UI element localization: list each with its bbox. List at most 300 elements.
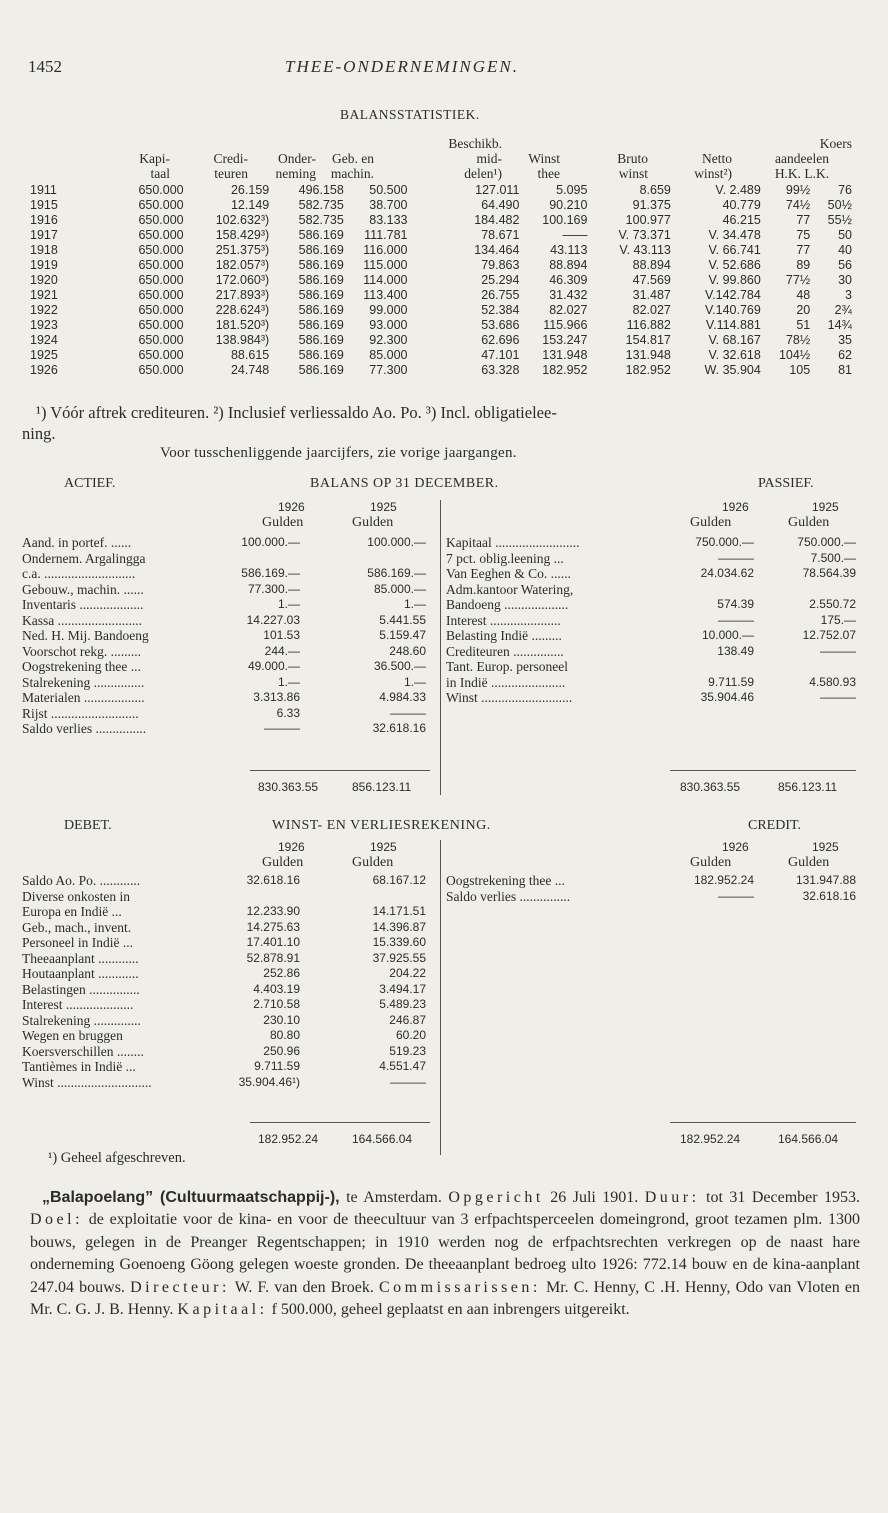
company-name: „Balapoelang” (Cultuurmaatschappij-), [42,1189,340,1206]
amount-1925: 3.494.17 [379,981,426,996]
stats-cell: 76 [838,183,852,197]
debet-row [22,951,434,967]
passief-total-1926: 830.363.55 [680,780,741,794]
debet-row [22,920,434,936]
amount-1925: 32.618.16 [802,888,856,903]
stats-cell: 55½ [827,213,852,227]
stats-cell: 582.735 [298,198,344,212]
stats-cell: 586.169 [298,228,344,242]
amount-1925: ——— [820,643,856,658]
stats-cell: 116.882 [626,318,671,332]
account-label: c.a. ........................... [22,566,136,581]
balance-stats-table [30,183,852,378]
debet-row [22,1059,434,1075]
stats-cell: 52.384 [481,303,520,317]
stats-cell: 650.000 [138,213,184,227]
amount-1926: 252.86 [263,966,300,980]
stats-cell: 586.169 [298,288,344,302]
passief-row [446,582,858,598]
account-label: Koersverschillen ........ [22,1043,144,1059]
stats-cell: 75 [796,228,811,242]
amount-1926: 6.33 [276,705,300,720]
stats-cell: 586.169 [298,273,344,287]
stats-cell: 586.169 [298,303,344,317]
stats-cell: 47.101 [481,348,520,362]
stats-cell: 582.735 [298,213,344,227]
amount-1925: 100.000.— [367,535,426,549]
amount-1925: 4.551.47 [379,1059,426,1073]
stats-cell: 154.817 [625,333,671,347]
stats-cell: 43.113 [550,243,588,257]
balans-actief-title: ACTIEF. [64,476,116,491]
amount-1925: 78.564.39 [802,566,856,580]
stats-cell: 1925 [30,348,58,362]
stats-cell: 99½ [785,183,811,197]
account-label: Stalrekening .............. [22,1012,141,1028]
amount-1925: ——— [390,705,426,720]
stats-cell: 586.169 [298,333,344,347]
actief-row [22,690,434,706]
stats-cell: 586.169 [298,243,344,257]
actief-row [22,535,434,551]
amount-1926: 230.10 [263,1012,300,1027]
stats-cell: V. 34.478 [708,228,761,242]
stats-cell: 79.863 [481,258,520,272]
actief-row [22,597,434,613]
stats-cell: 100.977 [625,213,671,227]
stats-row [30,228,852,243]
amount-1926: 35.904.46¹) [238,1074,300,1089]
stats-cell: 78.671 [481,228,520,242]
stats-cell: 217.893³) [215,288,270,302]
stats-cell: 31.432 [549,288,588,302]
stats-cell: 20 [796,303,811,317]
stats-cell: 184.482 [474,213,520,227]
stats-row [30,183,852,198]
stats-cell: 131.948 [625,348,671,362]
stats-cell: 3 [845,288,852,302]
debet-row [22,997,434,1013]
header-onderneming: Onder- neming [275,151,316,181]
account-label: Houtaanplant ............ [22,966,139,981]
account-label: Theeaanplant ............ [22,950,139,966]
stats-cell: 182.952 [625,363,671,377]
account-label: Oogstrekening thee ... [22,659,141,674]
wv-unit-left-2: Gulden [352,855,394,870]
amount-1925: 5.489.23 [379,997,426,1011]
amount-1925: 4.580.93 [809,674,856,689]
balans-title: BALANS OP 31 DECEMBER. [310,476,499,491]
stats-title: BALANSSTATISTIEK. [340,107,480,122]
stats-cell: 650.000 [138,198,184,212]
account-label: Kassa ......................... [22,612,142,628]
account-label: Saldo verlies ............... [446,888,571,904]
wv-year-left-2: 1925 [370,840,397,854]
account-label: Tantièmes in Indië ... [22,1059,136,1074]
actief-total-rule [250,770,430,771]
amount-1926: 14.275.63 [246,919,300,934]
actief-row [22,675,434,691]
passief-total-rule [670,770,856,771]
stats-cell: 77½ [785,273,811,287]
stats-cell: 100.169 [542,213,588,227]
passief-row [446,613,858,629]
debet-row [22,1075,434,1091]
stats-cell: 158.429³) [215,228,270,242]
stats-row [30,273,852,288]
stats-cell: 1915 [30,198,58,212]
stats-cell: 77 [796,243,811,257]
duur-label: Duur: [644,1189,700,1206]
doel-value: de exploitatie voor de kina- en voor de theecultuur van 3 erfpachtsperceelen domeingrond, groot tezamen plm. 1300 bouws, gelegen in de Preanger Regentschappen; in 1910 werden nog de erfpachtsrechten verkregen op de naast hare onderneming Goenoeng Göong gelegen woeste gronden. De theeaanplant bedroeg ulto 1926: 772.14 bouw en de kina-aanplant 247.04 bouws. [30,1211,860,1296]
stats-cell: V. 43.113 [619,243,671,257]
amount-1926: 49.000.— [247,659,300,673]
actief-row [22,628,434,644]
stats-cell: 14¾ [827,318,852,332]
stats-row [30,258,852,273]
amount-1925: 5.159.47 [379,628,426,642]
stats-cell: V.142.784 [704,288,761,302]
stats-cell: 63.328 [481,363,520,377]
balans-unit-right-1: Gulden [690,515,732,530]
actief-row [22,721,434,737]
stats-cell: 172.060³) [215,273,270,287]
amount-1925: 519.23 [389,1043,426,1058]
account-label: Stalrekening ............... [22,674,145,690]
stats-cell: 89 [796,258,811,272]
wv-credit-title: CREDIT. [748,818,802,833]
stats-cell: 111.781 [364,228,408,242]
amount-1925: ——— [820,690,856,704]
stats-cell: 1917 [30,228,58,242]
stats-note: Voor tusschenliggende jaarcijfers, zie vorige jaargangen. [160,445,517,461]
account-label: Rijst .......................... [22,705,139,721]
stats-cell: —— [562,228,588,242]
doel-label: Doel: [30,1211,84,1229]
account-label: in Indië ...................... [446,674,566,690]
stats-cell: 53.686 [481,318,520,332]
stats-cell: 82.027 [632,303,671,317]
amount-1925: 1.— [403,674,426,689]
amount-1925: 14.171.51 [372,904,426,918]
stats-cell: 40 [838,243,852,257]
stats-cell: 650.000 [138,318,184,332]
stats-cell: 31.487 [632,288,671,302]
stats-cell: 1918 [30,243,58,257]
debet-row [22,873,434,889]
credit-row [446,873,858,889]
stats-cell: 99.000 [369,303,408,317]
running-title: THEE-ONDERNEMINGEN. [285,57,519,76]
stats-cell: 35 [838,333,852,347]
passief-row [446,675,858,691]
balans-year-left-1: 1926 [278,500,305,514]
stats-cell: V.140.769 [704,303,761,317]
stats-cell: 77.300 [369,363,408,377]
stats-cell: 88.894 [632,258,671,272]
amount-1925: 32.618.16 [372,721,426,735]
company-description [30,1187,860,1321]
passief-row [446,551,858,567]
stats-cell: 50½ [827,198,852,212]
account-label: Interest ..................... [446,612,561,628]
account-label: 7 pct. oblig.leening ... [446,550,564,566]
account-label: Voorschot rekg. ......... [22,643,141,659]
account-label: Ondernem. Argalingga [22,550,146,566]
debet-row [22,982,434,998]
opgericht-value: 26 Juli 1901. [543,1189,645,1206]
stats-cell: V. 99.860 [708,273,761,287]
debet-total-1925: 164.566.04 [352,1132,413,1146]
amount-1925: ——— [390,1074,426,1089]
stats-cell: 115.000 [363,258,408,272]
stats-cell: 134.464 [474,243,520,257]
amount-1926: 77.300.— [247,581,300,596]
stats-cell: W. 35.904 [704,363,761,377]
stats-cell: 47.569 [632,273,671,287]
stats-cell: 40.779 [722,198,761,212]
stats-cell: 1919 [30,258,58,272]
amount-1926: 574.39 [717,597,754,611]
credit-row [446,889,858,905]
credit-total-1926: 182.952.24 [680,1132,741,1146]
account-label: Materialen .................. [22,690,145,705]
amount-1926: 2.710.58 [253,997,300,1011]
stats-cell: 105 [789,363,811,377]
stats-cell: 24.748 [230,363,270,377]
stats-cell: 12.149 [230,198,270,212]
stats-cell: 650.000 [138,243,184,257]
passief-row [446,535,858,551]
stats-cell: 77 [796,213,811,227]
stats-cell: V. 73.371 [618,228,671,242]
stats-footnote: ¹) Vóór aftrek crediteuren. ²) Inclusief verliessaldo Ao. Po. ³) Incl. obligatielee- [36,403,557,422]
stats-cell: 56 [838,258,852,272]
amount-1926: 138.49 [717,643,754,658]
balans-unit-right-2: Gulden [788,515,830,530]
opgericht-label: Opgericht [448,1189,544,1206]
stats-cell: V. 2.489 [715,183,761,197]
stats-cell: V. 32.618 [708,348,761,362]
stats-cell: 586.169 [298,363,344,377]
stats-cell: 650.000 [138,303,184,317]
stats-cell: 127.011 [475,183,520,197]
actief-row [22,582,434,598]
stats-row [30,288,852,303]
amount-1925: 248.60 [389,643,426,658]
debet-row [22,1013,434,1029]
wv-debet-title: DEBET. [64,818,112,833]
stats-row [30,213,852,228]
wv-year-right-2: 1925 [812,840,839,854]
amount-1926: 32.618.16 [246,873,300,887]
stats-cell: V.114.881 [705,318,761,332]
amount-1926: 1.— [277,597,300,611]
stats-cell: 1926 [30,363,58,377]
passief-row [446,628,858,644]
stats-cell: 496.158 [298,183,344,197]
account-label: Belastingen ............... [22,981,140,997]
stats-cell: 586.169 [298,258,344,272]
kapitaal-label: Kapitaal: [177,1301,268,1319]
account-label: Saldo Ao. Po. ............ [22,873,141,888]
amount-1925: 175.— [820,612,856,627]
stats-cell: V. 68.167 [708,333,761,347]
credit-total-rule [670,1122,856,1123]
header-koers: Koers aandeelen H.K. L.K. [774,136,852,181]
amount-1925: 60.20 [395,1028,426,1042]
amount-1925: 131.947.88 [795,873,856,887]
stats-cell: 650.000 [138,258,184,272]
debet-row [22,1028,434,1044]
account-label: Winst ........................... [446,690,573,705]
passief-row [446,690,858,706]
balans-passief-title: PASSIEF. [758,476,814,491]
directeur-value: W. F. van den Broek. [229,1278,379,1296]
stats-row [30,348,852,363]
wv-unit-right-2: Gulden [788,855,830,870]
debet-row [22,1044,434,1060]
account-label: Ned. H. Mij. Bandoeng [22,628,149,643]
stats-footnote-cont: ning. [22,424,56,443]
stats-cell: 228.624³) [215,303,270,317]
stats-cell: 26.755 [481,288,520,302]
stats-cell: V. 52.686 [708,258,761,272]
stats-cell: 5.095 [556,183,588,197]
amount-1926: 1.— [277,674,300,689]
stats-cell: 181.520³) [215,318,270,332]
stats-cell: 650.000 [138,183,184,197]
stats-cell: 586.169 [298,348,344,362]
account-label: Bandoeng ................... [446,597,569,612]
wv-unit-left-1: Gulden [262,855,304,870]
actief-list [22,535,434,737]
header-netto: Netto winst²) [694,151,732,181]
header-beschikbaar: Beschikb. mid- delen¹) [448,136,502,181]
stats-cell: 93.000 [369,318,408,332]
amount-1926: ——— [718,612,754,627]
debet-row [22,935,434,951]
stats-cell: 650.000 [138,288,184,302]
amount-1926: 244.— [264,643,300,658]
stats-cell: 50.500 [369,183,408,197]
stats-cell: 102.632³) [215,213,270,227]
stats-row [30,363,852,378]
stats-cell: 650.000 [138,333,184,347]
account-label: Crediteuren ............... [446,643,564,659]
actief-row [22,566,434,582]
amount-1926: 10.000.— [701,628,754,642]
amount-1925: 15.339.60 [372,935,426,949]
actief-total-1926: 830.363.55 [258,780,319,794]
amount-1926: 586.169.— [241,566,300,580]
commissarissen-label: Commissarissen: [379,1278,541,1296]
directeur-label: Directeur: [130,1278,230,1296]
stats-row [30,198,852,213]
stats-cell: 62.696 [481,333,520,347]
account-label: Adm.kantoor Watering, [446,581,574,597]
debet-row [22,889,434,905]
amount-1925: 2.550.72 [809,597,856,611]
stats-cell: 48 [796,288,811,302]
amount-1926: 9.711.59 [254,1059,300,1073]
stats-cell: 114.000 [363,273,408,287]
amount-1925: 750.000.— [797,535,856,549]
stats-cell: 153.247 [542,333,588,347]
amount-1926: 35.904.46 [700,690,754,704]
passief-row [446,566,858,582]
stats-cell: 2¾ [834,303,852,317]
amount-1926: 52.878.91 [246,950,300,965]
amount-1926: 100.000.— [241,535,300,549]
stats-cell: 90.210 [549,198,588,212]
amount-1925: 37.925.55 [372,950,426,965]
amount-1925: 204.22 [389,966,426,980]
account-label: Saldo verlies ............... [22,721,147,736]
header-crediteuren: Credi- teuren [213,151,248,181]
account-label: Personeel in Indië ... [22,935,133,950]
wv-divider [440,840,441,1155]
header-kapitaal: Kapi- taal [139,151,170,181]
actief-row [22,551,434,567]
debet-total-1926: 182.952.24 [258,1132,319,1146]
passief-row [446,597,858,613]
amount-1925: 586.169.— [367,566,426,580]
amount-1925: 4.984.33 [379,690,426,704]
commissarissen-value: Mr. C. Henny, C .H. Henny, Odo van Vloten en Mr. C. G. J. B. Henny. [30,1278,861,1319]
amount-1926: 12.233.90 [246,904,300,918]
stats-cell: 46.215 [722,213,761,227]
duur-value: tot 31 December 1953. [699,1189,861,1206]
account-label: Gebouw., machin. ...... [22,581,144,597]
stats-cell: 51 [796,318,811,332]
amount-1926: 182.952.24 [693,873,754,887]
account-label: Belasting Indië ......... [446,628,562,643]
stats-row [30,303,852,318]
stats-cell: 38.700 [369,198,408,212]
stats-cell: V. 66.741 [708,243,761,257]
wv-year-left-1: 1926 [278,840,305,854]
stats-cell: 85.000 [369,348,408,362]
passief-list [446,535,858,706]
credit-list [446,873,858,904]
debet-total-rule [250,1122,430,1123]
stats-cell: 115.966 [543,318,588,332]
debet-row [22,966,434,982]
stats-cell: 8.659 [639,183,671,197]
wv-unit-right-1: Gulden [690,855,732,870]
account-label: Kapitaal ......................... [446,535,580,550]
account-label: Wegen en bruggen [22,1028,123,1043]
passief-row [446,659,858,675]
stats-cell: 83.133 [369,213,408,227]
amount-1925: 36.500.— [373,659,426,673]
amount-1925: 5.441.55 [379,612,426,627]
amount-1926: 14.227.03 [246,612,300,627]
debet-row [22,904,434,920]
amount-1926: 17.401.10 [246,935,300,949]
amount-1925: 12.752.07 [802,628,856,642]
actief-row [22,659,434,675]
stats-cell: 92.300 [369,333,408,347]
stats-cell: 650.000 [138,348,184,362]
account-label: Winst ............................ [22,1074,152,1090]
amount-1926: 750.000.— [695,535,754,549]
amount-1926: ——— [718,550,754,565]
stats-cell: 88.615 [230,348,270,362]
actief-row [22,613,434,629]
stats-cell: 1911 [30,183,57,197]
